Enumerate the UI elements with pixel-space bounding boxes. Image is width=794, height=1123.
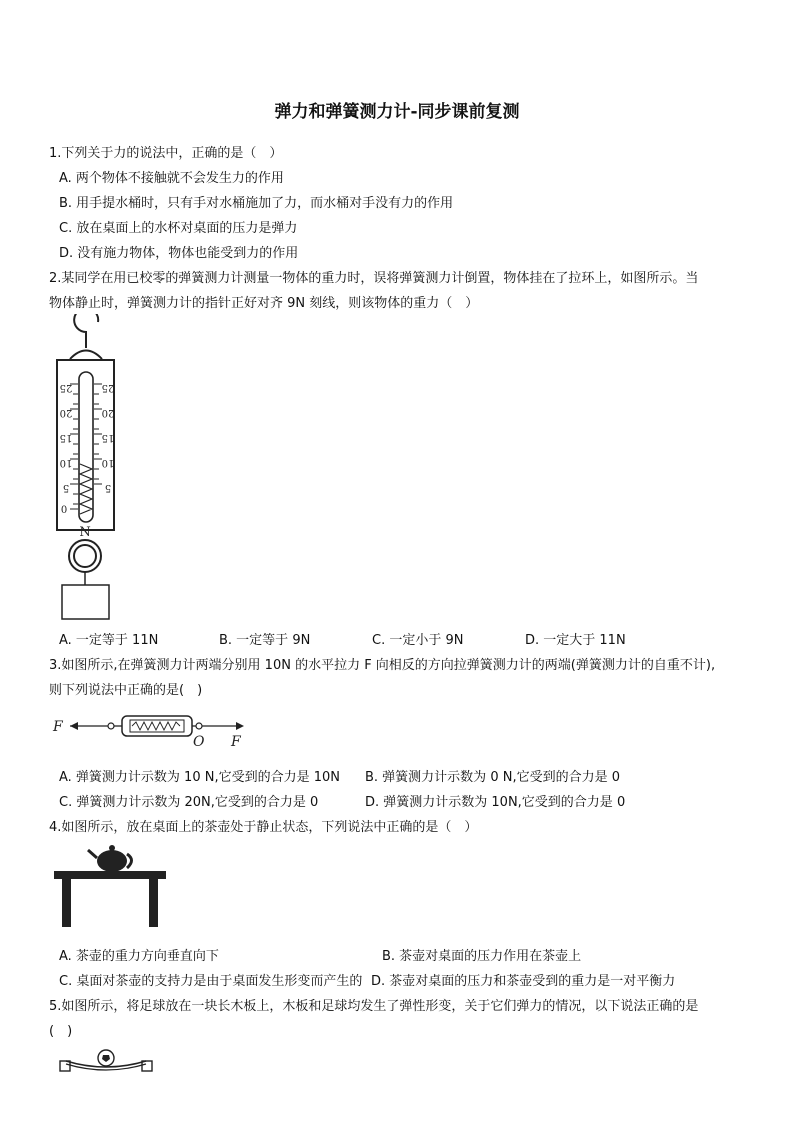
question-1-option-c: C. 放在桌面上的水杯对桌面的压力是弹力 [59, 221, 298, 236]
question-2-stem-line-2: 物体静止时，弹簧测力计的指针正好对齐 9N 刻线，则该物体的重力（ ） [49, 296, 479, 311]
question-3-option-a: A. 弹簧测力计示数为 10 N,它受到的合力是 10N [59, 770, 340, 785]
question-2-option-d: D. 一定大于 11N [525, 633, 626, 648]
question-3-option-d: D. 弹簧测力计示数为 10N,它受到的合力是 0 [365, 795, 626, 810]
question-4-stem: 4.如图所示，放在桌面上的茶壶处于静止状态，下列说法中正确的是（ ） [49, 820, 478, 835]
question-4-option-d: D. 茶壶对桌面的压力和茶壶受到的重力是一对平衡力 [371, 974, 676, 989]
force-right-label: F [231, 734, 241, 748]
horizontal-spring-scale-figure [50, 706, 250, 748]
question-1-option-a: A. 两个物体不接触就不会发生力的作用 [59, 171, 284, 186]
question-4-option-c: C. 桌面对茶壶的支持力是由于桌面发生形变而产生的 [59, 974, 363, 989]
question-5-stem-line-2: ( ) [49, 1024, 73, 1039]
question-1-stem: 1.下列关于力的说法中，正确的是（ ） [49, 146, 283, 161]
scale-right-10: 10 [101, 457, 115, 468]
scale-right-20: 20 [101, 407, 115, 418]
question-5-stem-line-1: 5.如图所示，将足球放在一块长木板上，木板和足球均发生了弹性形变，关于它们弹力的情况，以下说法正确的是 [49, 999, 699, 1014]
force-left-label: F [53, 719, 63, 735]
question-2-stem-line-1: 2.某同学在用已校零的弹簧测力计测量一物体的重力时，误将弹簧测力计倒置，物体挂在了拉环上，如图所示。当 [49, 271, 699, 286]
teapot-on-table-figure [52, 842, 172, 930]
question-3-option-c: C. 弹簧测力计示数为 20N,它受到的合力是 0 [59, 795, 319, 810]
scale-right-5: 5 [104, 482, 112, 493]
question-3-stem-line-1: 3.如图所示,在弹簧测力计两端分别用 10N 的水平拉力 F 向相反的方向拉弹簧测力计的两端(弹簧测力计的自重不计), [49, 658, 716, 673]
question-4-option-b: B. 茶壶对桌面的压力作用在茶壶上 [382, 949, 582, 964]
scale-left-10: 10 [59, 457, 73, 468]
scale-left-5: 5 [62, 482, 70, 493]
origin-label: O [193, 734, 205, 748]
unit-label: N [79, 525, 91, 540]
question-2-option-c: C. 一定小于 9N [372, 633, 464, 648]
question-2-option-a: A. 一定等于 11N [59, 633, 159, 648]
scale-right-25: 25 [101, 382, 115, 393]
question-3-stem-line-2: 则下列说法中正确的是( ) [49, 683, 203, 698]
question-1-option-b: B. 用手提水桶时，只有手对水桶施加了力，而水桶对手没有力的作用 [59, 196, 454, 211]
question-1-option-d: D. 没有施力物体，物体也能受到力的作用 [59, 246, 299, 261]
question-2-option-b: B. 一定等于 9N [219, 633, 311, 648]
scale-left-0: 0 [60, 505, 68, 516]
scale-right-15: 15 [101, 432, 115, 443]
page-title: 弹力和弹簧测力计-同步课前复测 [274, 102, 520, 122]
inverted-spring-scale-figure [48, 314, 128, 624]
scale-left-20: 20 [59, 407, 73, 418]
scale-left-25: 25 [59, 382, 73, 393]
question-3-option-b: B. 弹簧测力计示数为 0 N,它受到的合力是 0 [365, 770, 620, 785]
football-on-board-figure [58, 1046, 154, 1074]
question-4-option-a: A. 茶壶的重力方向垂直向下 [59, 949, 219, 964]
scale-left-15: 15 [59, 432, 73, 443]
